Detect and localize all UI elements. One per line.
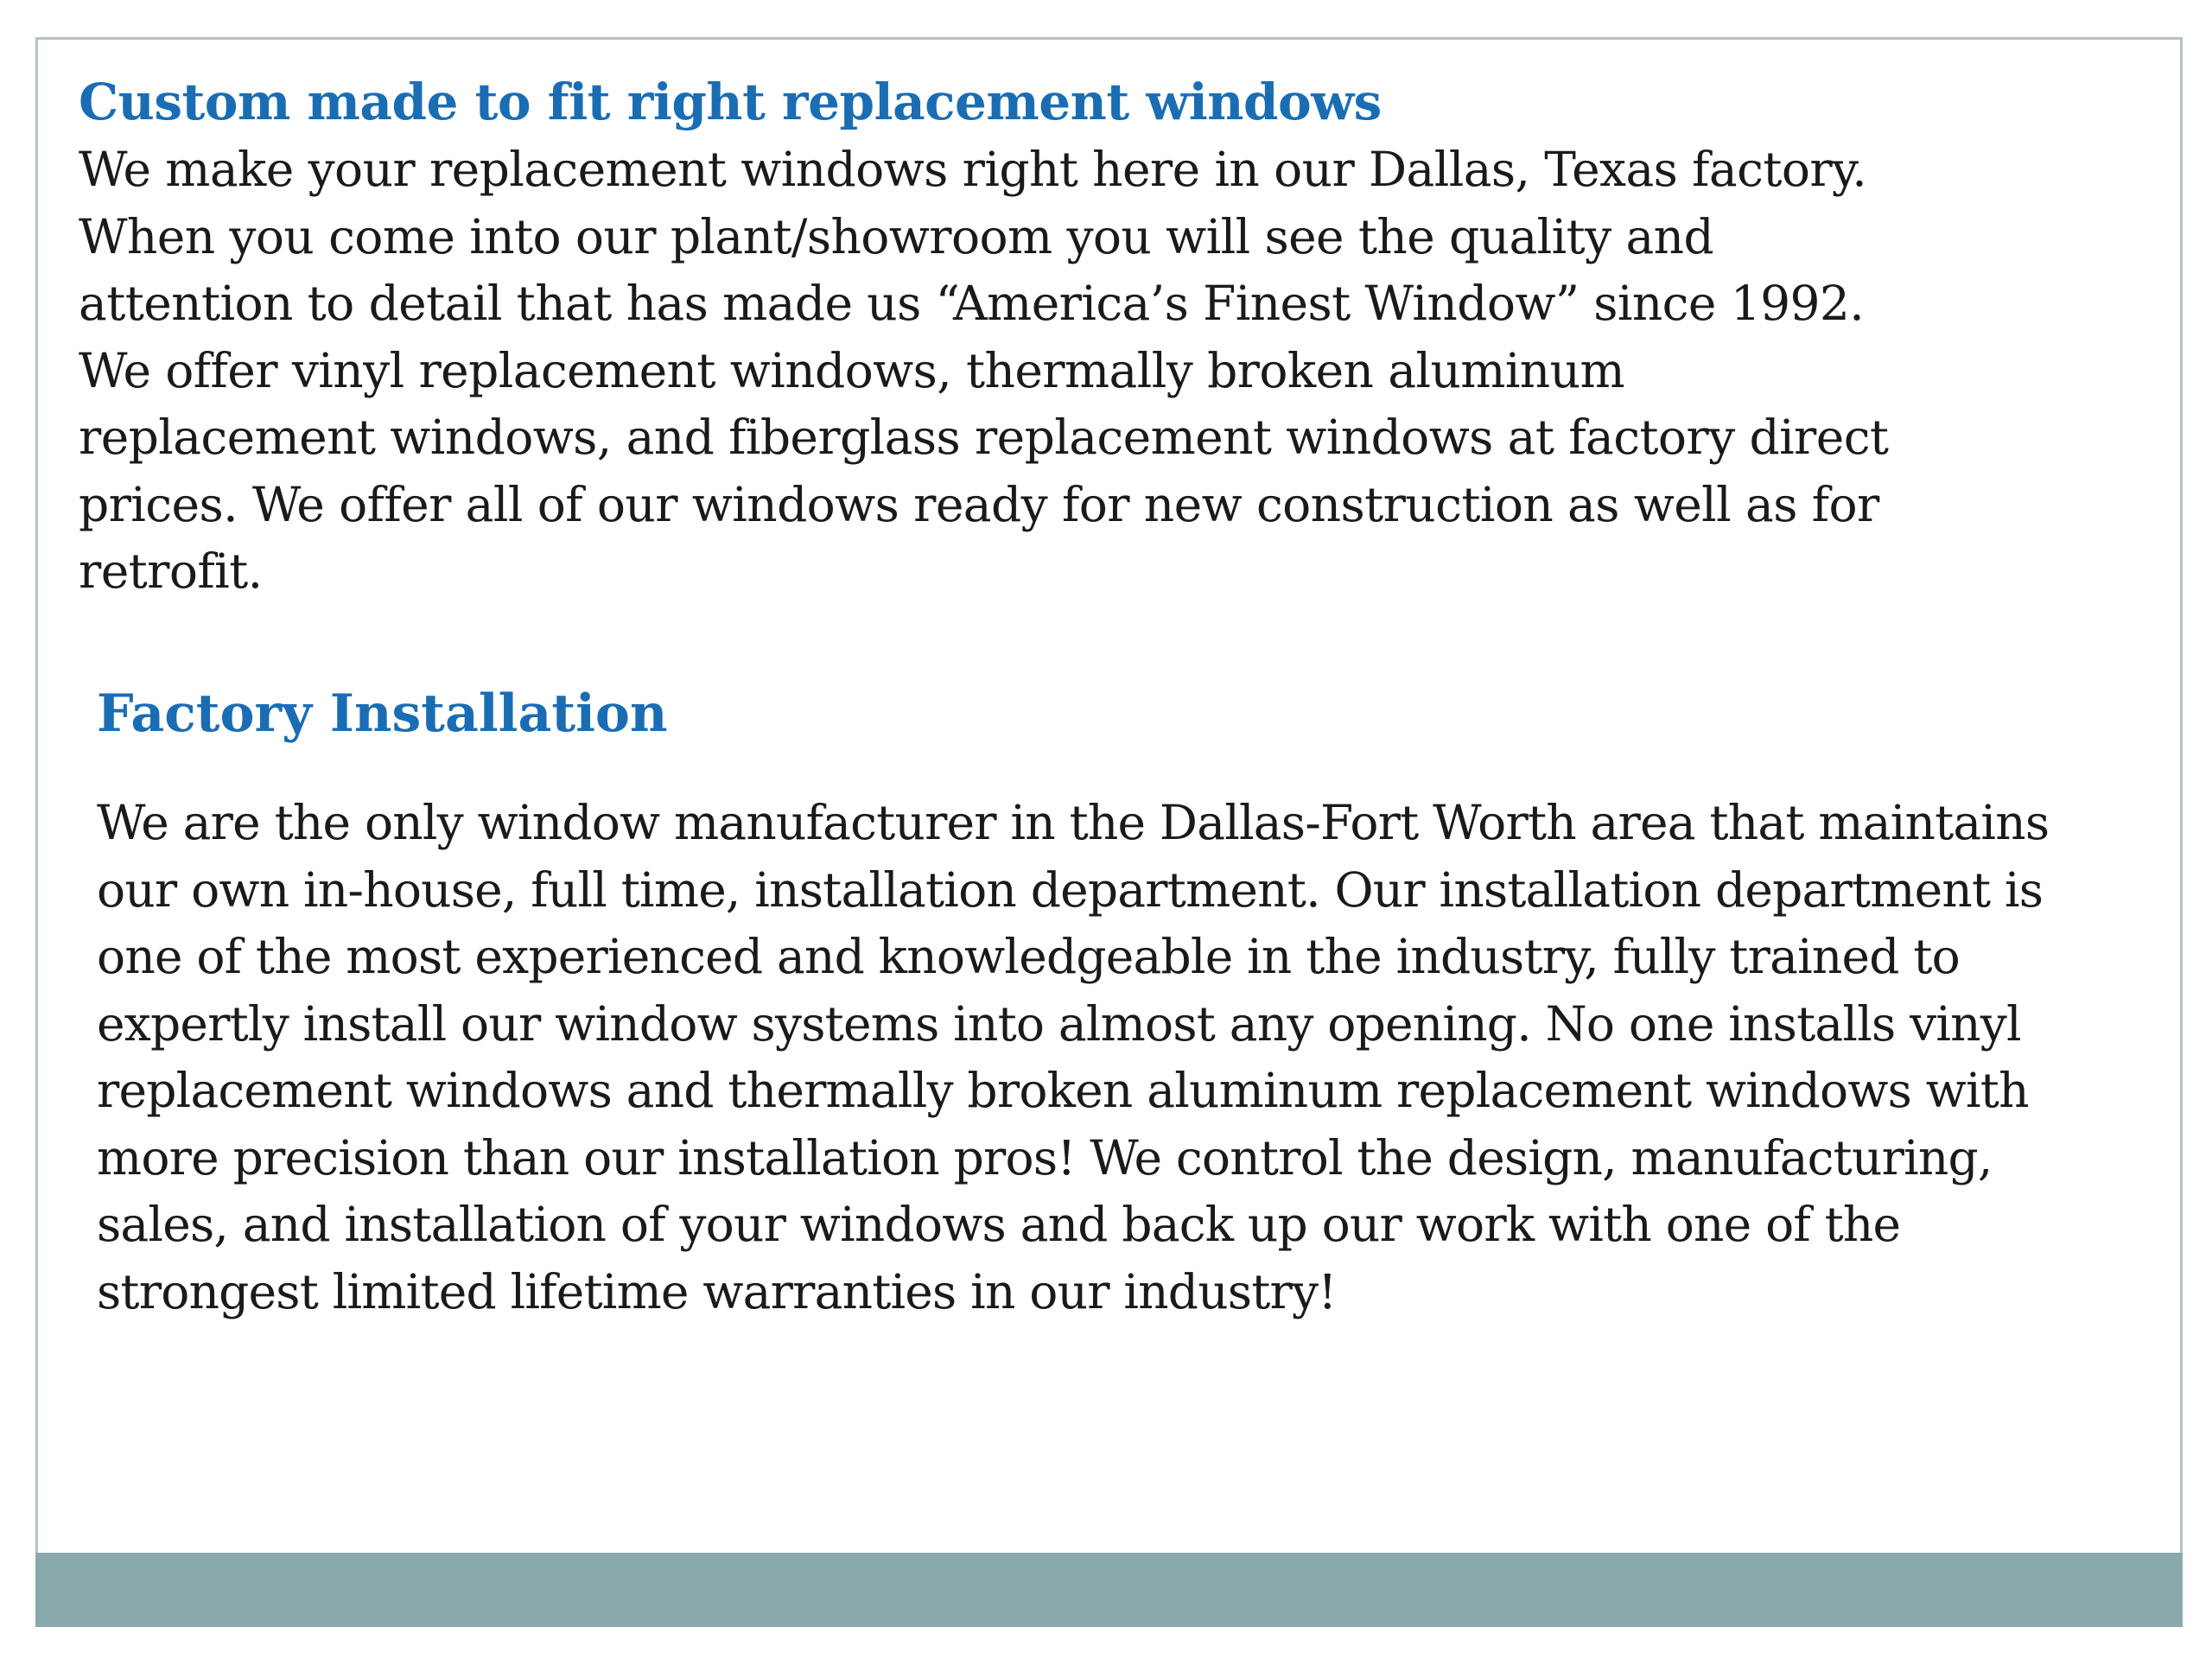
paragraph-line: We make your replacement windows right here in our Dallas, Texas factory. <box>79 142 1867 197</box>
section-heading-factory-installation: Factory Installation <box>97 683 668 744</box>
paragraph-line: expertly install our window systems into almost any opening. No one installs vinyl <box>97 995 2021 1052</box>
paragraph-line: retrofit. <box>79 543 263 599</box>
paragraph-line: We offer vinyl replacement windows, thermally broken aluminum <box>79 342 1625 398</box>
paragraph-line: replacement windows, and fiberglass replacement windows at factory direct <box>79 410 1889 465</box>
paragraph-line: When you come into our plant/showroom you will see the quality and <box>79 208 1714 264</box>
paragraph-line: our own in-house, full time, installation department. Our installation department is <box>97 861 2044 918</box>
paragraph-line: one of the most experienced and knowledgeable in the industry, fully trained to <box>97 929 1960 984</box>
section-paragraph-factory-installation <box>97 790 2049 1325</box>
footer-band <box>35 1553 2183 1627</box>
paragraph-line: strongest limited lifetime warranties in our industry! <box>97 1263 1337 1319</box>
paragraph-line: We are the only window manufacturer in the Dallas-Fort Worth area that maintains <box>97 795 2050 850</box>
paragraph-line: prices. We offer all of our windows ready for new construction as well as for <box>79 476 1879 532</box>
section-paragraph-custom-windows <box>79 137 1888 606</box>
paragraph-line: attention to detail that has made us “America’s Finest Window” since 1992. <box>79 276 1865 331</box>
paragraph-line: replacement windows and thermally broken aluminum replacement windows with <box>97 1063 2029 1118</box>
section-heading-custom-windows: Custom made to fit right replacement windows <box>79 73 1382 131</box>
paragraph-line: sales, and installation of your windows and back up our work with one of the <box>97 1197 1901 1252</box>
paragraph-line: more precision than our installation pros! We control the design, manufacturing, <box>97 1129 1993 1185</box>
